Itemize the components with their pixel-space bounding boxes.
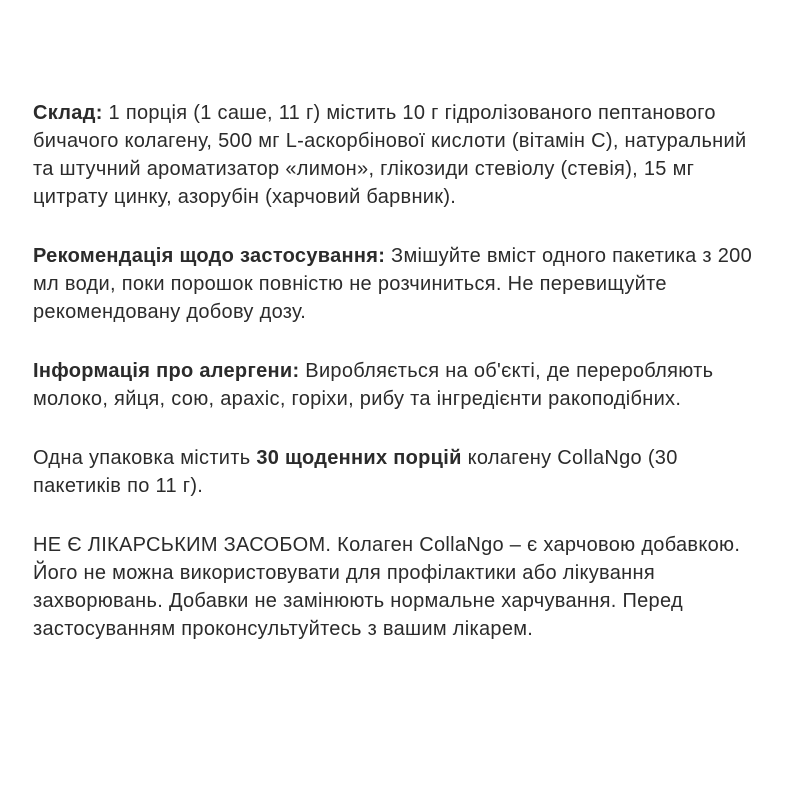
text-segment: молоко, яйця, сою, арахіс, горіхи, рибу та інгредієнти ракоподібних.: [33, 388, 682, 410]
product-description-text: [33, 99, 780, 643]
text-line: [33, 270, 780, 298]
paragraph-allergen-info: [33, 357, 780, 413]
text-segment: Одна упаковка містить: [33, 447, 257, 469]
text-line: [33, 615, 780, 643]
text-line: [33, 559, 780, 587]
paragraph-usage-recommendation: [33, 242, 780, 326]
text-line: [33, 444, 780, 472]
text-segment: застосуванням проконсультуйтесь з вашим лікарем.: [33, 618, 534, 640]
text-segment: колагену CollaNgo (30: [461, 447, 678, 469]
text-line: [33, 298, 780, 326]
text-line: [33, 531, 780, 559]
text-segment: захворювань. Добавки не замінюють нормальне харчування. Перед: [33, 590, 683, 612]
text-segment: Змішуйте вміст одного пакетика з 200: [385, 245, 753, 267]
text-line: [33, 242, 780, 270]
paragraph-disclaimer: [33, 531, 780, 643]
text-segment: пакетиків по 11 г).: [33, 475, 204, 497]
text-segment: НЕ Є ЛІКАРСЬКИМ ЗАСОБОМ. Колаген CollaNgo – є харчовою добавкою.: [33, 534, 741, 556]
text-segment: та штучний ароматизатор «лимон», глікозиди стевіолу (стевія), 15 мг: [33, 158, 695, 180]
text-segment: бичачого колагену, 500 мг L-аскорбінової кислоти (вітамін С), натуральний: [33, 130, 747, 152]
text-line: [33, 183, 780, 211]
text-segment: 1 порція (1 саше, 11 г) містить 10 г гідролізованого пептанового: [102, 102, 716, 124]
text-line: [33, 587, 780, 615]
paragraph-composition: [33, 99, 780, 211]
text-segment: цитрату цинку, азорубін (харчовий барвник).: [33, 186, 457, 208]
bold-text-segment: Рекомендація щодо застосування:: [33, 245, 386, 267]
text-segment: Виробляється на об'єкті, де переробляють: [299, 360, 714, 382]
text-line: [33, 385, 780, 413]
text-line: [33, 472, 780, 500]
text-segment: мл води, поки порошок повністю не розчиниться. Не перевищуйте: [33, 273, 667, 295]
paragraph-package-contents: [33, 444, 780, 500]
text-line: [33, 127, 780, 155]
text-line: [33, 155, 780, 183]
bold-text-segment: Інформація про алергени:: [33, 360, 300, 382]
text-line: [33, 357, 780, 385]
text-segment: рекомендовану добову дозу.: [33, 301, 307, 323]
bold-text-segment: 30 щоденних порцій: [256, 447, 462, 469]
text-line: [33, 99, 780, 127]
text-segment: Його не можна використовувати для профілактики або лікування: [33, 562, 655, 584]
bold-text-segment: Склад:: [33, 102, 103, 124]
